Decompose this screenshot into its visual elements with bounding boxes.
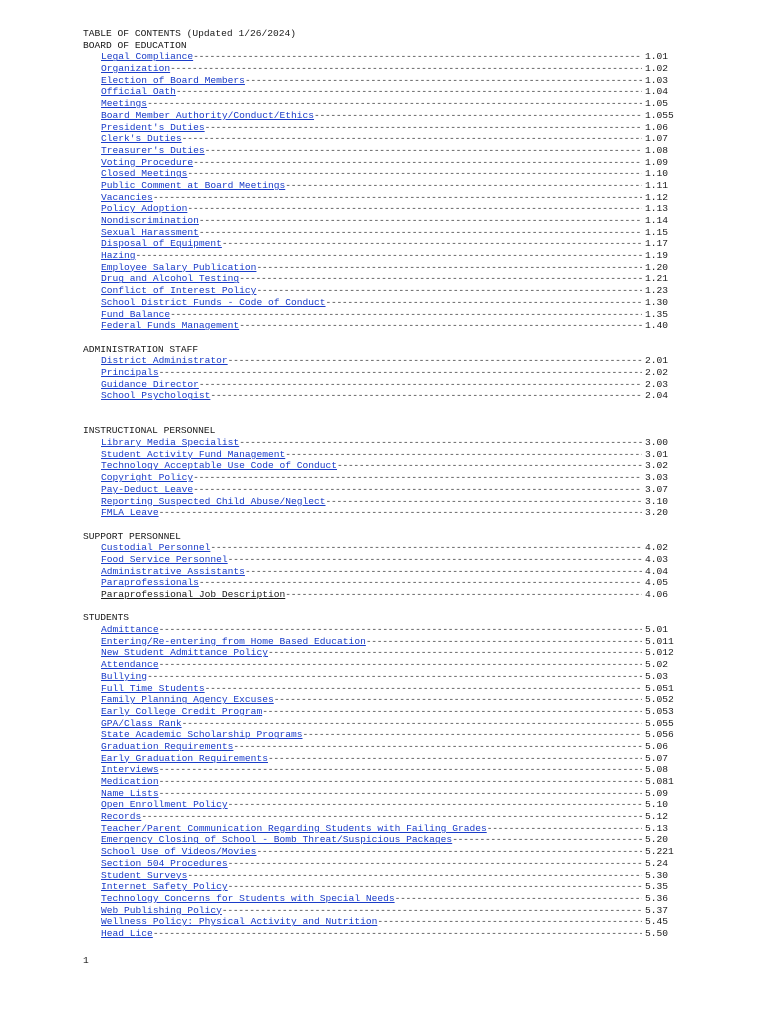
toc-entry (83, 145, 683, 157)
dot-leader (159, 367, 642, 379)
toc-entry-link[interactable]: Entering/Re-entering from Home Based Education (101, 635, 366, 647)
toc-entry-number: 5.06 (645, 740, 669, 752)
dot-leader (452, 834, 642, 846)
toc-entry-link[interactable]: Vacancies (101, 191, 153, 203)
toc-entry (83, 98, 683, 110)
toc-entry (83, 309, 683, 321)
toc-entry (83, 718, 683, 730)
dot-leader (199, 227, 642, 239)
dot-leader (170, 63, 642, 75)
dot-leader (228, 858, 642, 870)
dot-leader (326, 297, 642, 309)
toc-entry (83, 905, 683, 917)
toc-entry-link[interactable]: Medication (101, 776, 159, 788)
toc-entry-number: 5.09 (645, 787, 669, 799)
toc-entry-link[interactable]: Web Publishing Policy (101, 904, 222, 916)
toc-entry-number: 1.08 (645, 144, 669, 156)
dot-leader (228, 554, 642, 566)
section-heading: INSTRUCTIONAL PERSONNEL (83, 425, 216, 437)
toc-entry (83, 227, 683, 239)
toc-entry (83, 776, 683, 788)
dot-leader (159, 776, 642, 788)
section-heading: STUDENTS (83, 612, 130, 624)
toc-entry-number: 2.03 (645, 378, 669, 390)
toc-entry (83, 870, 683, 882)
toc-entry-link[interactable]: Voting Procedure (101, 156, 194, 168)
toc-entry-number: 5.50 (645, 927, 669, 939)
toc-entry-number: 5.081 (645, 776, 674, 788)
toc-entry (83, 460, 683, 472)
toc-entry-link[interactable]: Technology Acceptable Use Code of Conduct (101, 460, 338, 472)
toc-entry-link[interactable]: District Administrator (101, 355, 228, 367)
toc-entry-link[interactable]: Head Lice (101, 927, 153, 939)
toc-entry (83, 168, 683, 180)
toc-entry-link[interactable]: Pay-Deduct Leave (101, 483, 194, 495)
toc-entry-link[interactable]: Admittance (101, 624, 159, 636)
toc-entry (83, 437, 683, 449)
toc-entry-number: 5.08 (645, 764, 669, 776)
dot-leader (274, 694, 642, 706)
toc-entry (83, 110, 683, 122)
section-heading: ADMINISTRATION STAFF (83, 343, 199, 355)
toc-entry-number: 4.05 (645, 577, 669, 589)
toc-entry-link[interactable]: Full Time Students (101, 682, 205, 694)
toc-entry-number: 1.07 (645, 133, 669, 145)
toc-entry (83, 647, 683, 659)
dot-leader (245, 566, 642, 578)
toc-entry-number: 1.14 (645, 215, 669, 226)
toc-entry-number: 1.20 (645, 261, 669, 273)
table-of-contents (83, 28, 683, 940)
dot-leader (193, 157, 642, 169)
toc-entry-number: 1.17 (645, 238, 669, 250)
toc-entry-number: 4.02 (645, 542, 669, 554)
toc-entry-link[interactable]: Sexual Harassment (101, 226, 199, 238)
toc-entry (83, 51, 683, 63)
toc-entry (83, 834, 683, 846)
dot-leader (159, 659, 642, 671)
toc-entry-number: 5.221 (645, 846, 674, 858)
page-number: 1 (83, 955, 89, 966)
section-heading: SUPPORT PERSONNEL (83, 530, 181, 542)
toc-entry-link[interactable]: Bullying (101, 670, 148, 682)
toc-entry (83, 881, 683, 893)
dot-leader (228, 355, 642, 367)
toc-entry (83, 379, 683, 391)
toc-entry-link[interactable]: Early Graduation Requirements (101, 752, 268, 764)
toc-entry-link[interactable]: Clerk's Duties (101, 133, 182, 145)
toc-entry-number: 3.01 (645, 448, 669, 460)
dot-leader (159, 624, 642, 636)
toc-entry-number: 5.01 (645, 624, 669, 636)
toc-entry-number: 5.24 (645, 857, 669, 869)
toc-entry (83, 472, 683, 484)
toc-entry-link[interactable]: Teacher/Parent Communication Regarding Students with Failing Grades (101, 822, 487, 834)
toc-entry (83, 122, 683, 134)
dot-leader (187, 203, 642, 215)
dot-leader (170, 309, 642, 321)
toc-entry-number: 5.055 (645, 717, 674, 729)
section-spacer (83, 601, 683, 613)
toc-entry-number: 1.055 (645, 109, 674, 121)
toc-entry-link[interactable]: Name Lists (101, 787, 159, 799)
toc-entry-link[interactable]: Section 504 Procedures (101, 857, 228, 869)
toc-entry-number: 5.07 (645, 752, 669, 764)
dot-leader (245, 75, 642, 87)
toc-entry-number: 3.07 (645, 483, 669, 495)
dot-leader (199, 379, 642, 391)
toc-entry (83, 858, 683, 870)
dot-leader (210, 542, 642, 554)
toc-entry-number: 1.01 (645, 51, 669, 63)
toc-entry-link[interactable]: Fund Balance (101, 308, 171, 320)
toc-entry (83, 390, 683, 402)
toc-entry-number: 2.01 (645, 355, 669, 367)
toc-entry-link[interactable]: New Student Admittance Policy (101, 647, 268, 659)
toc-entry (83, 238, 683, 250)
dot-leader (136, 250, 642, 262)
toc-entry-link[interactable]: School Use of Videos/Movies (101, 846, 257, 858)
toc-entry (83, 566, 683, 578)
toc-entry (83, 741, 683, 753)
toc-entry-link[interactable]: Graduation Requirements (101, 740, 234, 752)
section-heading: BOARD OF EDUCATION (83, 39, 187, 51)
toc-entry-number: 1.13 (645, 203, 669, 215)
toc-entry-number: 5.011 (645, 635, 674, 647)
toc-entry (83, 180, 683, 192)
toc-entry (83, 367, 683, 379)
dot-leader (193, 484, 642, 496)
toc-entry-link[interactable]: Legal Compliance (101, 51, 194, 63)
toc-entry-number: 1.40 (645, 320, 669, 332)
toc-entry-link[interactable]: Employee Salary Publication (101, 261, 257, 273)
toc-entry-link[interactable]: GPA/Class Rank (101, 717, 182, 729)
dot-leader (285, 180, 642, 192)
toc-entry-link[interactable]: State Academic Scholarship Programs (101, 729, 303, 741)
toc-entry-link[interactable]: Disposal of Equipment (101, 238, 222, 250)
toc-entry-number: 5.051 (645, 682, 674, 694)
toc-entry-link[interactable]: Early College Credit Program (101, 705, 263, 717)
toc-entry (83, 694, 683, 706)
toc-entry-link[interactable]: Election of Board Members (101, 74, 245, 86)
toc-entry (83, 823, 683, 835)
toc-entry (83, 86, 683, 98)
toc-entry-number: 5.10 (645, 799, 669, 811)
dot-leader (377, 916, 642, 928)
dot-leader (395, 893, 642, 905)
dot-leader (366, 636, 642, 648)
toc-entry-number: 4.03 (645, 553, 669, 565)
toc-entry-link[interactable]: Interviews (101, 764, 159, 776)
toc-entry-link[interactable]: Drug and Alcohol Testing (101, 273, 240, 285)
dot-leader (193, 472, 642, 484)
dot-leader (176, 86, 642, 98)
dot-leader (187, 870, 642, 882)
dot-leader (205, 122, 642, 134)
toc-entry-link[interactable]: FMLA Leave (101, 507, 159, 519)
dot-leader (239, 273, 642, 285)
toc-entry (83, 297, 683, 309)
toc-entry-link[interactable]: Records (101, 811, 142, 823)
dot-leader (205, 145, 642, 157)
toc-entry-link[interactable]: Technology Concerns for Students with Special Needs (101, 892, 395, 904)
toc-entry-number: 1.10 (645, 168, 669, 180)
toc-entry (83, 753, 683, 765)
toc-entry (83, 788, 683, 800)
toc-entry-number: 3.10 (645, 495, 669, 507)
toc-entry-link[interactable]: Closed Meetings (101, 168, 188, 180)
toc-entry (83, 764, 683, 776)
toc-entry-link[interactable]: Guidance Director (101, 378, 199, 390)
toc-entry-link[interactable]: School District Funds - Code of Conduct (101, 296, 326, 308)
dot-leader (199, 577, 642, 589)
toc-entry-number: 3.00 (645, 437, 669, 449)
toc-entry (83, 449, 683, 461)
dot-leader (153, 192, 642, 204)
toc-entry (83, 589, 683, 601)
toc-entry-link[interactable]: Principals (101, 366, 159, 378)
toc-entry (83, 671, 683, 683)
toc-entry-link[interactable]: Treasurer's Duties (101, 144, 205, 156)
toc-entry-number: 1.35 (645, 308, 669, 320)
toc-entry-number: 4.06 (645, 589, 669, 601)
dot-leader (228, 881, 642, 893)
toc-entry-link[interactable]: Custodial Personnel (101, 542, 211, 554)
toc-entry-number: 5.03 (645, 670, 669, 682)
toc-entry-number: 3.02 (645, 460, 669, 472)
toc-entry-link[interactable]: Organization (101, 63, 171, 75)
dot-leader (147, 671, 642, 683)
toc-entry (83, 484, 683, 496)
dot-leader (222, 905, 642, 917)
section-spacer (83, 332, 683, 344)
toc-entry-number: 5.13 (645, 822, 669, 834)
toc-entry-number: 1.30 (645, 296, 669, 308)
section-spacer (83, 402, 683, 425)
dot-leader (239, 320, 642, 332)
toc-entry-link[interactable]: President's Duties (101, 121, 205, 133)
toc-entry (83, 262, 683, 274)
toc-entry-link[interactable]: Policy Adoption (101, 203, 188, 215)
toc-entry-link[interactable]: Library Media Specialist (101, 437, 240, 449)
toc-entry (83, 215, 683, 227)
toc-entry (83, 192, 683, 204)
toc-title: TABLE OF CONTENTS (Updated 1/26/2024) (83, 28, 297, 39)
toc-entry-number: 5.37 (645, 904, 669, 916)
dot-leader (337, 460, 642, 472)
toc-entry-link[interactable]: Nondiscrimination (101, 215, 199, 226)
toc-entry-number: 1.09 (645, 156, 669, 168)
toc-entry-number: 1.04 (645, 86, 669, 98)
toc-entry-number: 5.35 (645, 881, 669, 893)
toc-entry-link[interactable]: Student Activity Fund Management (101, 448, 286, 460)
toc-entry (83, 507, 683, 519)
dot-leader (159, 788, 642, 800)
section-spacer (83, 519, 683, 531)
toc-entry-number: 1.03 (645, 74, 669, 86)
dot-leader (233, 741, 642, 753)
toc-entry-number: 5.02 (645, 659, 669, 671)
toc-entry-number: 1.19 (645, 250, 669, 262)
toc-entry-number: 1.23 (645, 285, 669, 297)
toc-entry-number: 5.056 (645, 729, 674, 741)
toc-entry-number: 1.06 (645, 121, 669, 133)
dot-leader (193, 51, 642, 63)
toc-entry-number: 5.012 (645, 647, 674, 659)
dot-leader (182, 718, 642, 730)
toc-entry (83, 577, 683, 589)
toc-entry (83, 799, 683, 811)
toc-entry-number: 1.15 (645, 226, 669, 238)
toc-entry-link[interactable]: Student Surveys (101, 869, 188, 881)
toc-entry (83, 285, 683, 297)
toc-entry-link[interactable]: Family Planning Agency Excuses (101, 694, 274, 706)
toc-entry-link[interactable]: Wellness Policy: Physical Activity and Nutrition (101, 916, 378, 928)
toc-entry-link[interactable]: Attendance (101, 659, 159, 671)
dot-leader (487, 823, 642, 835)
toc-entry (83, 636, 683, 648)
toc-entry (83, 320, 683, 332)
toc-entry-link[interactable]: Hazing (101, 250, 136, 262)
toc-entry-link[interactable]: Paraprofessionals (101, 577, 199, 589)
toc-entry-number: 1.11 (645, 179, 669, 191)
toc-entry-number: 5.45 (645, 916, 669, 928)
toc-entry (83, 916, 683, 928)
dot-leader (262, 706, 642, 718)
toc-entry-number: 3.20 (645, 507, 669, 519)
toc-entry-link[interactable]: Federal Funds Management (101, 320, 240, 332)
toc-entry-link[interactable]: Emergency Closing of School - Bomb Threat/Suspicious Packages (101, 834, 453, 846)
toc-entry (83, 273, 683, 285)
toc-entry (83, 659, 683, 671)
toc-entry-number: 5.052 (645, 694, 674, 706)
toc-entry (83, 496, 683, 508)
dot-leader (256, 262, 642, 274)
dot-leader (228, 799, 642, 811)
dot-leader (256, 285, 642, 297)
toc-entry (83, 133, 683, 145)
toc-entry-link[interactable]: Open Enrollment Policy (101, 799, 228, 811)
toc-entry-number: 3.03 (645, 472, 669, 484)
dot-leader (153, 928, 642, 940)
dot-leader (326, 496, 642, 508)
toc-entry-number: 2.02 (645, 366, 669, 378)
toc-entry-link[interactable]: Administrative Assistants (101, 565, 245, 577)
toc-entry-number: 1.12 (645, 191, 669, 203)
toc-entry (83, 706, 683, 718)
toc-entry-link[interactable]: Meetings (101, 98, 148, 110)
toc-entry (83, 846, 683, 858)
toc-entry (83, 928, 683, 940)
dot-leader (141, 811, 642, 823)
toc-entry-link[interactable]: School Psychologist (101, 390, 211, 402)
dot-leader (159, 764, 642, 776)
dot-leader (159, 507, 642, 519)
toc-entry-number: 5.053 (645, 705, 674, 717)
toc-entry-number: 1.21 (645, 273, 669, 285)
toc-entry (83, 63, 683, 75)
toc-entry (83, 811, 683, 823)
toc-entry (83, 893, 683, 905)
toc-entry (83, 729, 683, 741)
toc-entry-number: 5.20 (645, 834, 669, 846)
toc-entry (83, 203, 683, 215)
toc-entry (83, 250, 683, 262)
toc-entry-number: 5.30 (645, 869, 669, 881)
dot-leader (303, 729, 642, 741)
toc-entry-number: 5.36 (645, 892, 669, 904)
toc-entry-link[interactable]: Conflict of Interest Policy (101, 285, 257, 297)
dot-leader (210, 390, 642, 402)
dot-leader (222, 238, 642, 250)
toc-entry-link[interactable]: Official Oath (101, 86, 176, 98)
toc-entry (83, 157, 683, 169)
toc-entry (83, 542, 683, 554)
dot-leader (182, 133, 642, 145)
toc-entry (83, 624, 683, 636)
toc-entry-link[interactable]: Food Service Personnel (101, 553, 228, 565)
dot-leader (314, 110, 642, 122)
toc-entry-number: 2.04 (645, 390, 669, 402)
toc-entry-link[interactable]: Public Comment at Board Meetings (101, 179, 286, 191)
toc-entry-link[interactable]: Reporting Suspected Child Abuse/Neglect (101, 495, 326, 507)
toc-entry-link[interactable]: Copyright Policy (101, 472, 194, 484)
toc-entry-label: Paraprofessional Job Description (101, 589, 286, 601)
toc-entry (83, 355, 683, 367)
toc-entry (83, 554, 683, 566)
dot-leader (147, 98, 642, 110)
dot-leader (205, 683, 642, 695)
toc-entry-number: 4.04 (645, 565, 669, 577)
dot-leader (285, 589, 642, 601)
dot-leader (285, 449, 642, 461)
dot-leader (187, 168, 642, 180)
toc-entry-link[interactable]: Internet Safety Policy (101, 881, 228, 893)
toc-entry-number: 5.12 (645, 811, 669, 823)
dot-leader (239, 437, 642, 449)
toc-entry-number: 1.02 (645, 63, 669, 75)
dot-leader (199, 215, 642, 227)
toc-entry (83, 75, 683, 87)
toc-entry-link[interactable]: Board Member Authority/Conduct/Ethics (101, 109, 315, 121)
dot-leader (268, 753, 642, 765)
toc-entry-number: 1.05 (645, 98, 669, 110)
dot-leader (268, 647, 642, 659)
dot-leader (256, 846, 642, 858)
toc-entry (83, 683, 683, 695)
